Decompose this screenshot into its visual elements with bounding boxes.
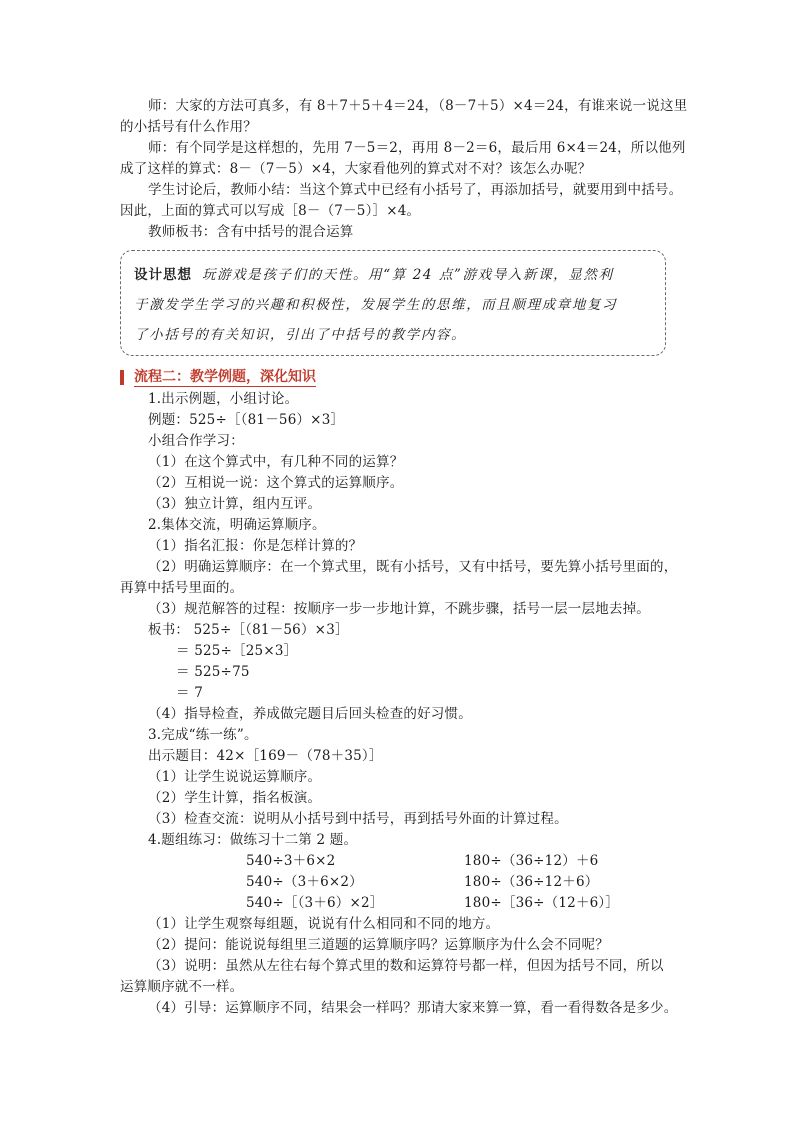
body-line: （3）检查交流：说明从小括号到中括号，再到括号外面的计算过程。	[148, 811, 568, 827]
body-line: 3.完成“练一练”。	[148, 727, 258, 743]
design-thought-label: 设计思想	[134, 267, 192, 283]
intro-line: 师：有个同学是这样想的，先用 7－5＝2，再用 8－2＝6，最后用 6×4＝24，所以他列	[148, 140, 686, 156]
intro-line: 学生讨论后，教师小结：当这个算式中已经有小括号了，再添加括号，就要用到中括号。	[148, 182, 683, 198]
body-line: 再算中括号里面的。	[120, 580, 244, 596]
design-thought-line	[134, 265, 614, 285]
body-line: （4）引导：运算顺序不同，结果会一样吗？那请大家来算一算，看一看得数各是多少。	[148, 1000, 678, 1016]
board-step: ＝ 7	[176, 685, 203, 701]
intro-line: 师：大家的方法可真多，有 8＋7＋5＋4＝24，（8－7＋5）×4＝24，有谁来说一说这里	[148, 98, 688, 114]
body-line: （2）学生计算，指名板演。	[148, 790, 322, 806]
intro-line: 因此，上面的算式可以写成［8－（7－5）］×4。	[120, 203, 421, 219]
body-line: 2.集体交流，明确运算顺序。	[148, 517, 326, 533]
section-title: 流程二：教学例题，深化知识	[134, 368, 316, 385]
exercise-right: 180÷［36÷（12＋6）］	[464, 895, 620, 911]
exercise-left: 540÷［（3＋6）×2］	[246, 895, 384, 911]
body-line: （2）明确运算顺序：在一个算式里，既有小括号，又有中括号，要先算小括号里面的，	[148, 559, 678, 575]
design-thought-text: 玩游戏是孩子们的天性。用“算 24 点”游戏导入新课，显然利	[202, 267, 614, 283]
body-line: 例题：525÷［（81－56）×3］	[148, 412, 345, 428]
design-thought-line: 了小括号的有关知识，引出了中括号的教学内容。	[134, 327, 467, 343]
body-line: （3）说明：虽然从左往右每个算式里的数和运算符号都一样，但因为括号不同，所以	[148, 958, 664, 974]
exercise-left: 540÷（3＋6×2）	[246, 874, 363, 890]
body-line: 出示题目：42×［169－（78＋35）］	[148, 748, 383, 764]
body-line: （2）提问：能说说每组里三道题的运算顺序吗？运算顺序为什么会不同呢？	[148, 937, 609, 953]
body-line: （3）规范解答的过程：按顺序一步一步地计算，不跳步骤，括号一层一层地去掉。	[148, 601, 650, 617]
board-step: ＝ 525÷［25×3］	[176, 643, 298, 659]
intro-line: 的小括号有什么作用？	[120, 119, 257, 135]
body-line: （2）互相说一说：这个算式的运算顺序。	[148, 475, 404, 491]
exercise-right: 180÷（36÷12＋6）	[464, 874, 599, 890]
intro-line: 成了这样的算式：8－（7－5）×4，大家看他列的算式对不对？该怎么办呢？	[120, 161, 592, 177]
body-line: （1）让学生说说运算顺序。	[148, 769, 322, 785]
board-writing-line: 教师板书：含有中括号的混合运算	[148, 224, 354, 240]
section-marker-bar	[120, 370, 124, 385]
body-line: 小组合作学习：	[148, 433, 244, 449]
exercise-left: 540÷3＋6×2	[246, 853, 336, 869]
body-line: （3）独立计算，组内互评。	[148, 496, 322, 512]
section-heading	[120, 368, 316, 386]
body-line: （1）让学生观察每组题，说说有什么相同和不同的地方。	[148, 916, 500, 932]
body-line: （1）在这个算式中，有几种不同的运算？	[148, 454, 404, 470]
board-line: 板书： 525÷［（81－56）×3］	[148, 622, 349, 638]
exercise-right: 180÷（36÷12）＋6	[464, 853, 599, 869]
body-line: （4）指导检查，养成做完题目后回头检查的好习惯。	[148, 706, 472, 722]
body-line: （1）指名汇报：你是怎样计算的？	[148, 538, 363, 554]
body-line: 4.题组练习：做练习十二第 2 题。	[148, 832, 358, 848]
body-line: 1.出示例题，小组讨论。	[148, 391, 299, 407]
design-thought-line: 于激发学生学习的兴趣和积极性，发展学生的思维，而且顺理成章地复习	[134, 297, 618, 313]
board-step: ＝ 525÷75	[176, 664, 250, 680]
body-line: 运算顺序就不一样。	[120, 979, 244, 995]
